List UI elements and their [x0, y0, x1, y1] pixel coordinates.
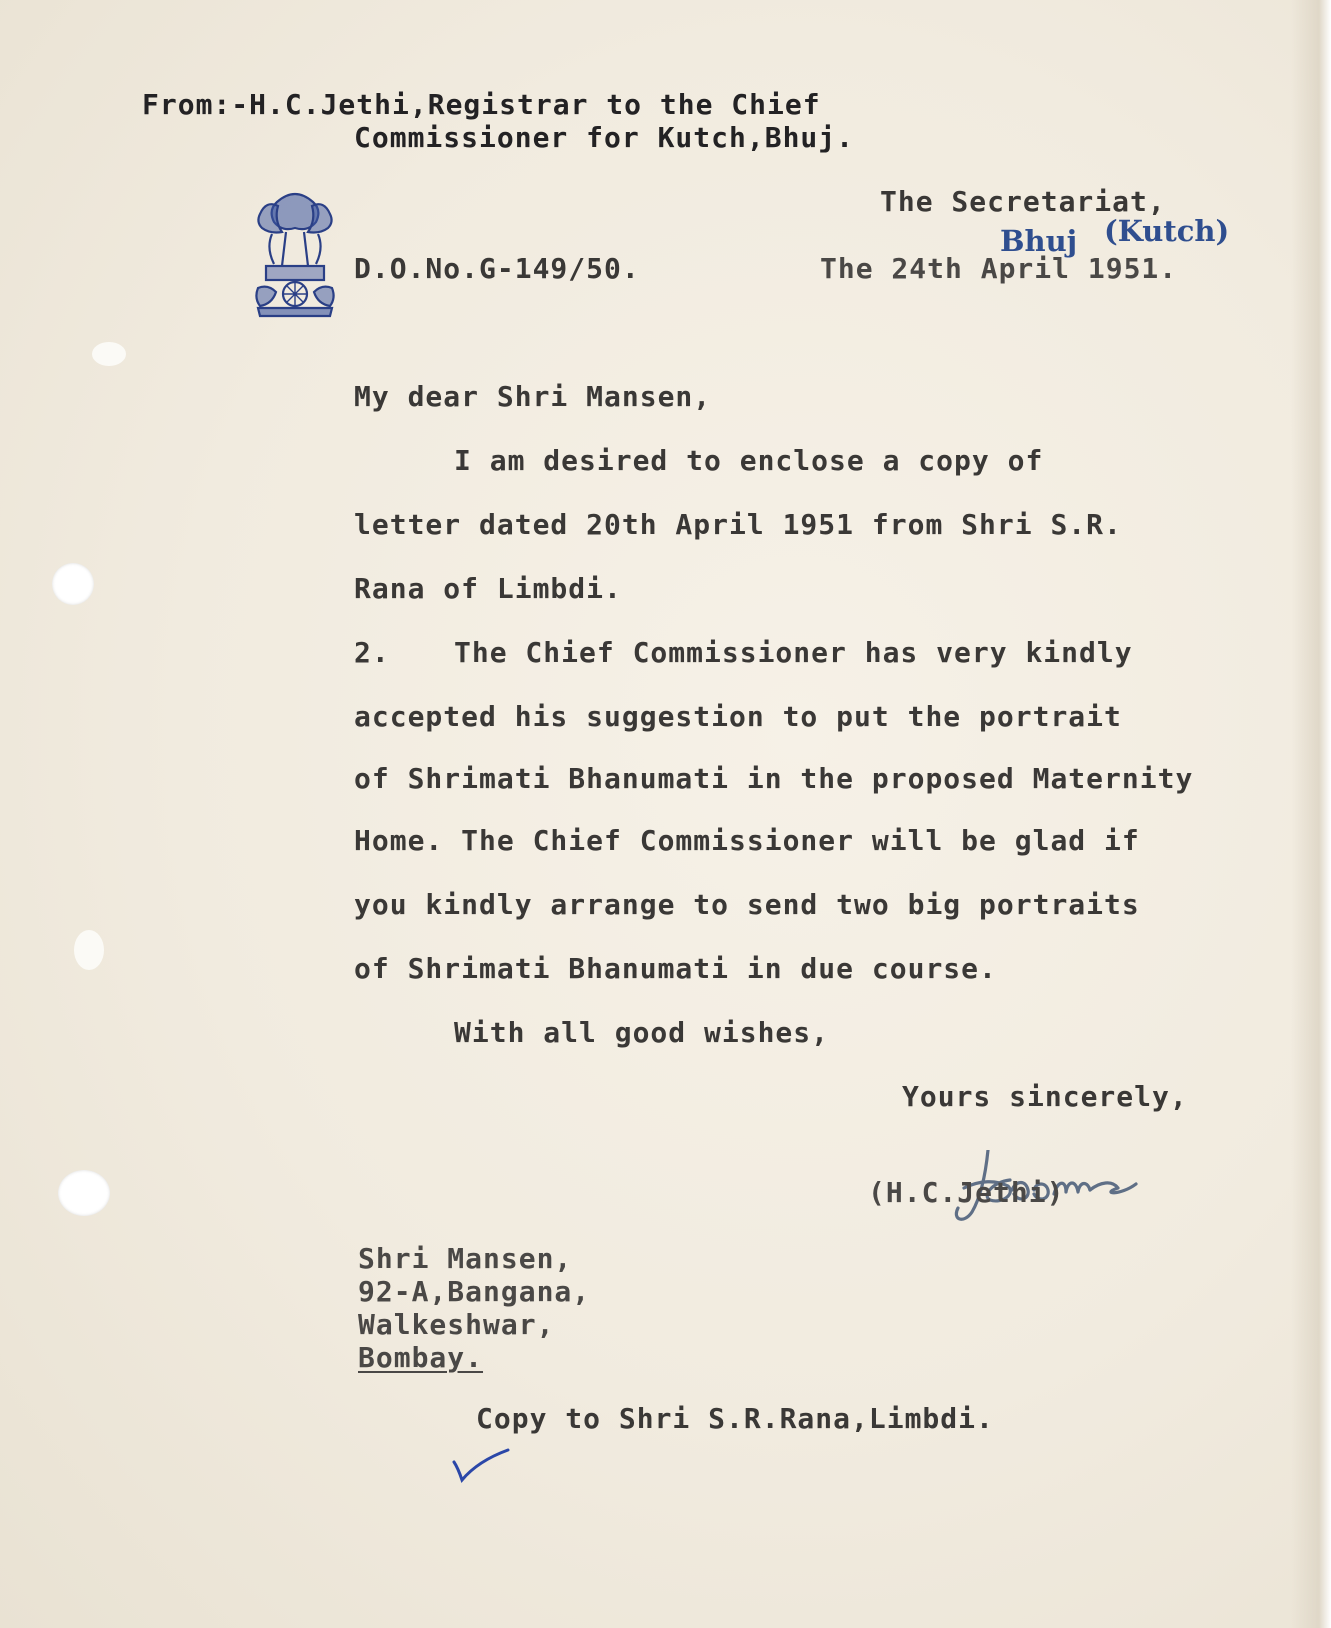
- body-line: accepted his suggestion to put the portrait: [354, 700, 1122, 733]
- page-edge-shadow: [1291, 0, 1331, 1628]
- body-line: The Chief Commissioner has very kindly: [454, 636, 1133, 669]
- closing-phrase: Yours sincerely,: [902, 1080, 1188, 1113]
- paper-tear-mark: [92, 342, 126, 366]
- signatory-name: (H.C.Jethi): [868, 1176, 1065, 1209]
- body-line: I am desired to enclose a copy of: [454, 444, 1044, 477]
- secretariat-line: The Secretariat,: [880, 185, 1166, 218]
- paper-tear-mark: [74, 930, 104, 970]
- recipient-address-line: 92-A,Bangana,: [358, 1275, 591, 1308]
- punch-hole: [52, 563, 94, 605]
- body-line: you kindly arrange to send two big portraits: [354, 888, 1140, 921]
- checkmark-icon: [452, 1448, 510, 1484]
- body-line: of Shrimati Bhanumati in due course.: [354, 952, 997, 985]
- copy-to-line: Copy to Shri S.R.Rana,Limbdi.: [476, 1402, 994, 1435]
- closing-wish: With all good wishes,: [454, 1016, 830, 1049]
- from-line-2: Commissioner for Kutch,Bhuj.: [354, 121, 855, 154]
- body-line: letter dated 20th April 1951 from Shri S.R.: [354, 508, 1122, 541]
- from-line-1: From:-H.C.Jethi,Registrar to the Chief: [142, 88, 821, 121]
- recipient-address-line: Walkeshwar,: [358, 1308, 555, 1341]
- punch-hole: [58, 1170, 110, 1216]
- body-line: Home. The Chief Commissioner will be glad if: [354, 824, 1140, 857]
- letter-date: The 24th April 1951.: [820, 252, 1178, 285]
- body-line: Rana of Limbdi.: [354, 572, 622, 605]
- stamp-region: (Kutch): [1104, 214, 1230, 248]
- paragraph-number: 2.: [354, 636, 390, 669]
- stamp-city: Bhuj: [1000, 224, 1078, 258]
- salutation: My dear Shri Mansen,: [354, 380, 712, 413]
- reference-number: D.O.No.G-149/50.: [354, 252, 640, 285]
- national-emblem-icon: [252, 188, 338, 322]
- body-line: of Shrimati Bhanumati in the proposed Maternity: [354, 762, 1194, 795]
- recipient-city: Bombay.: [358, 1341, 484, 1374]
- recipient-name: Shri Mansen,: [358, 1242, 573, 1275]
